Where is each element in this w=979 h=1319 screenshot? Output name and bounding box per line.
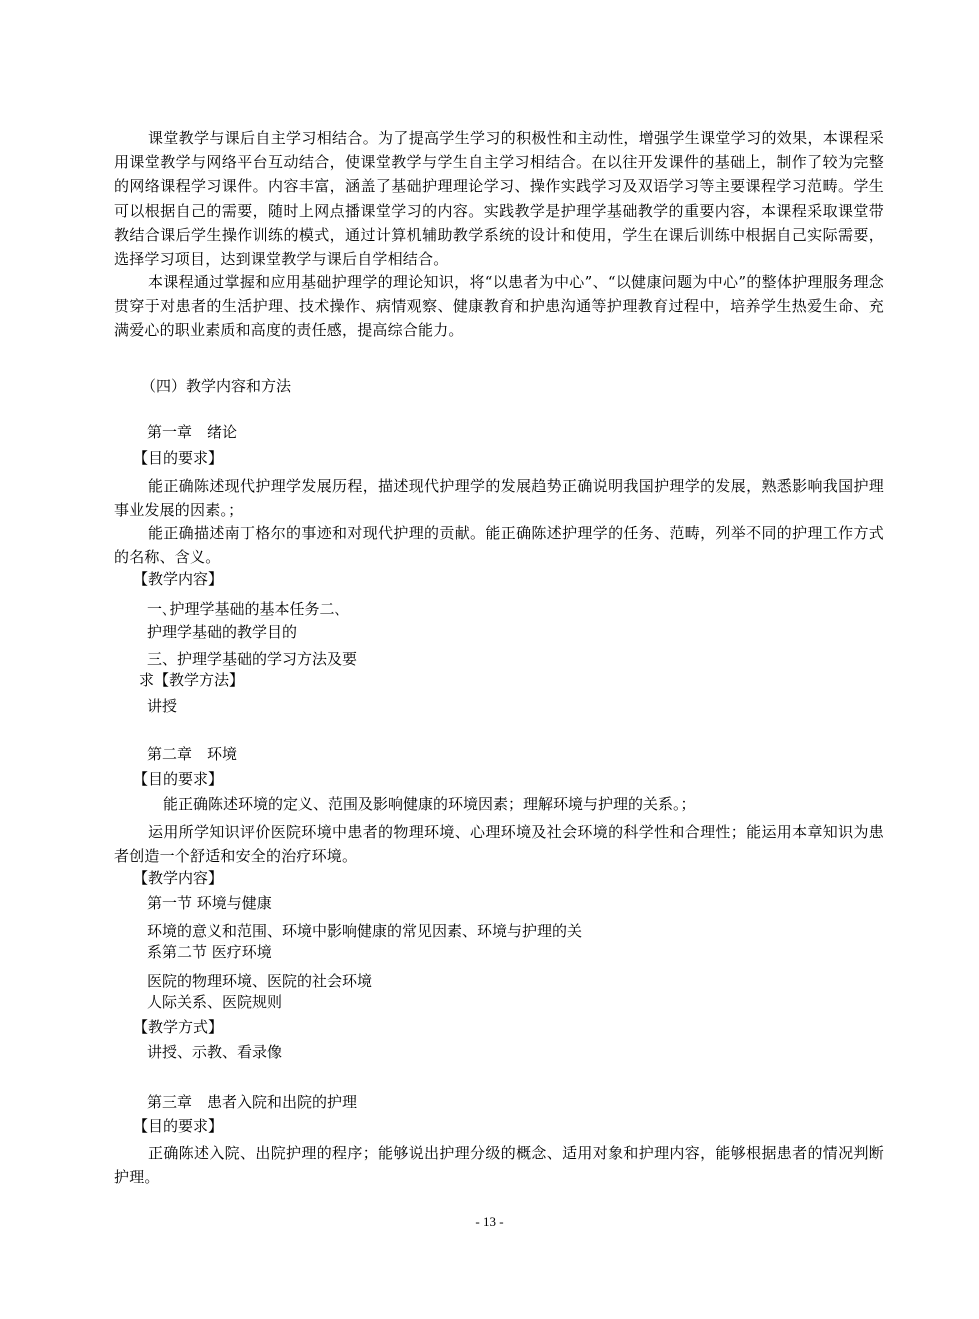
chapter1-content-line-3: 三、护理学基础的学习方法及要 bbox=[147, 650, 358, 668]
chapter2-content-line-1: 第一节 环境与健康 bbox=[147, 894, 272, 912]
chapter1-content-line-4: 求【教学方法】 bbox=[139, 671, 245, 689]
chapter2-content-label: 【教学内容】 bbox=[133, 869, 224, 887]
chapter2-content-line-2: 环境的意义和范围、环境中影响健康的常见因素、环境与护理的关 bbox=[147, 922, 583, 940]
chapter2-method: 讲授、示教、看录像 bbox=[147, 1043, 283, 1061]
chapter1-goal-paragraph-2: 能正确描述南丁格尔的事迹和对现代护理的贡献。能正确陈述护理学的任务、范畴，列举不同的护理工作方式的名称、含义。 bbox=[114, 524, 884, 567]
chapter3-goal-label: 【目的要求】 bbox=[133, 1117, 224, 1135]
section-title: （四）教学内容和方法 bbox=[141, 377, 292, 395]
chapter2-content-line-5: 人际关系、医院规则 bbox=[147, 993, 283, 1011]
chapter2-content-line-3: 系第二节 医疗环境 bbox=[147, 943, 272, 961]
chapter2-goal-paragraph-1: 能正确陈述环境的定义、范围及影响健康的环境因素；理解环境与护理的关系。； bbox=[163, 795, 696, 813]
chapter1-content-label: 【教学内容】 bbox=[133, 570, 224, 588]
chapter2-goal-paragraph-2: 运用所学知识评价医院环境中患者的物理环境、心理环境及社会环境的科学性和合理性；能运用本章知识为患者创造一个舒适和安全的治疗环境。 bbox=[114, 823, 884, 866]
chapter2-title: 第二章 环境 bbox=[147, 745, 238, 763]
chapter1-method: 讲授 bbox=[147, 697, 178, 715]
chapter1-goal-paragraph-1: 能正确陈述现代护理学发展历程，描述现代护理学的发展趋势正确说明我国护理学的发展，熟悉影响我国护理事业发展的因素。； bbox=[114, 477, 884, 520]
chapter1-content-line-1: 一､护理学基础的基本任务二､ bbox=[147, 600, 343, 618]
chapter3-title: 第三章 患者入院和出院的护理 bbox=[147, 1093, 358, 1111]
intro-paragraph: 课堂教学与课后自主学习相结合。为了提高学生学习的积极性和主动性，增强学生课堂学习的效果，本课程采用课堂教学与网络平台互动结合，使课堂教学与学生自主学习相结合。在以往开发课件的基础上，制作了较为完整的网络课程学习课件。内容丰富，涵盖了基础护理理论学习、操作实践学习及双语学习等主要课程学习范畴。学生可以根据自己的需要，随时上网点播课堂学习的内容。实践教学是护理学基础教学的重要内容，本课程采取课堂带教结合课后学生操作训练的模式，通过计算机辅助教学系统的设计和使用，学生在课后训练中根据自己实际需要，选择学习项目，达到课堂教学与课后自学相结合。 bbox=[114, 129, 884, 269]
chapter2-goal-label: 【目的要求】 bbox=[133, 770, 224, 788]
chapter2-method-label: 【教学方式】 bbox=[133, 1018, 224, 1036]
course-goal-paragraph: 本课程通过掌握和应用基础护理学的理论知识，将“以患者为中心”、“以健康问题为中心”的整体护理服务理念贯穿于对患者的生活护理、技术操作、病情观察、健康教育和护患沟通等护理教育过程中，培养学生热爱生命、充满爱心的职业素质和高度的责任感，提高综合能力。 bbox=[114, 273, 884, 340]
chapter3-goal-paragraph-1: 正确陈述入院、出院护理的程序；能够说出护理分级的概念、适用对象和护理内容，能够根据患者的情况判断护理。 bbox=[114, 1144, 884, 1187]
page-number: - 13 - bbox=[475, 1214, 504, 1229]
chapter1-goal-label: 【目的要求】 bbox=[133, 449, 224, 467]
chapter1-title: 第一章 绪论 bbox=[147, 423, 238, 441]
chapter1-content-line-2: 护理学基础的教学目的 bbox=[147, 623, 298, 641]
chapter2-content-line-4: 医院的物理环境、医院的社会环境 bbox=[147, 972, 373, 990]
